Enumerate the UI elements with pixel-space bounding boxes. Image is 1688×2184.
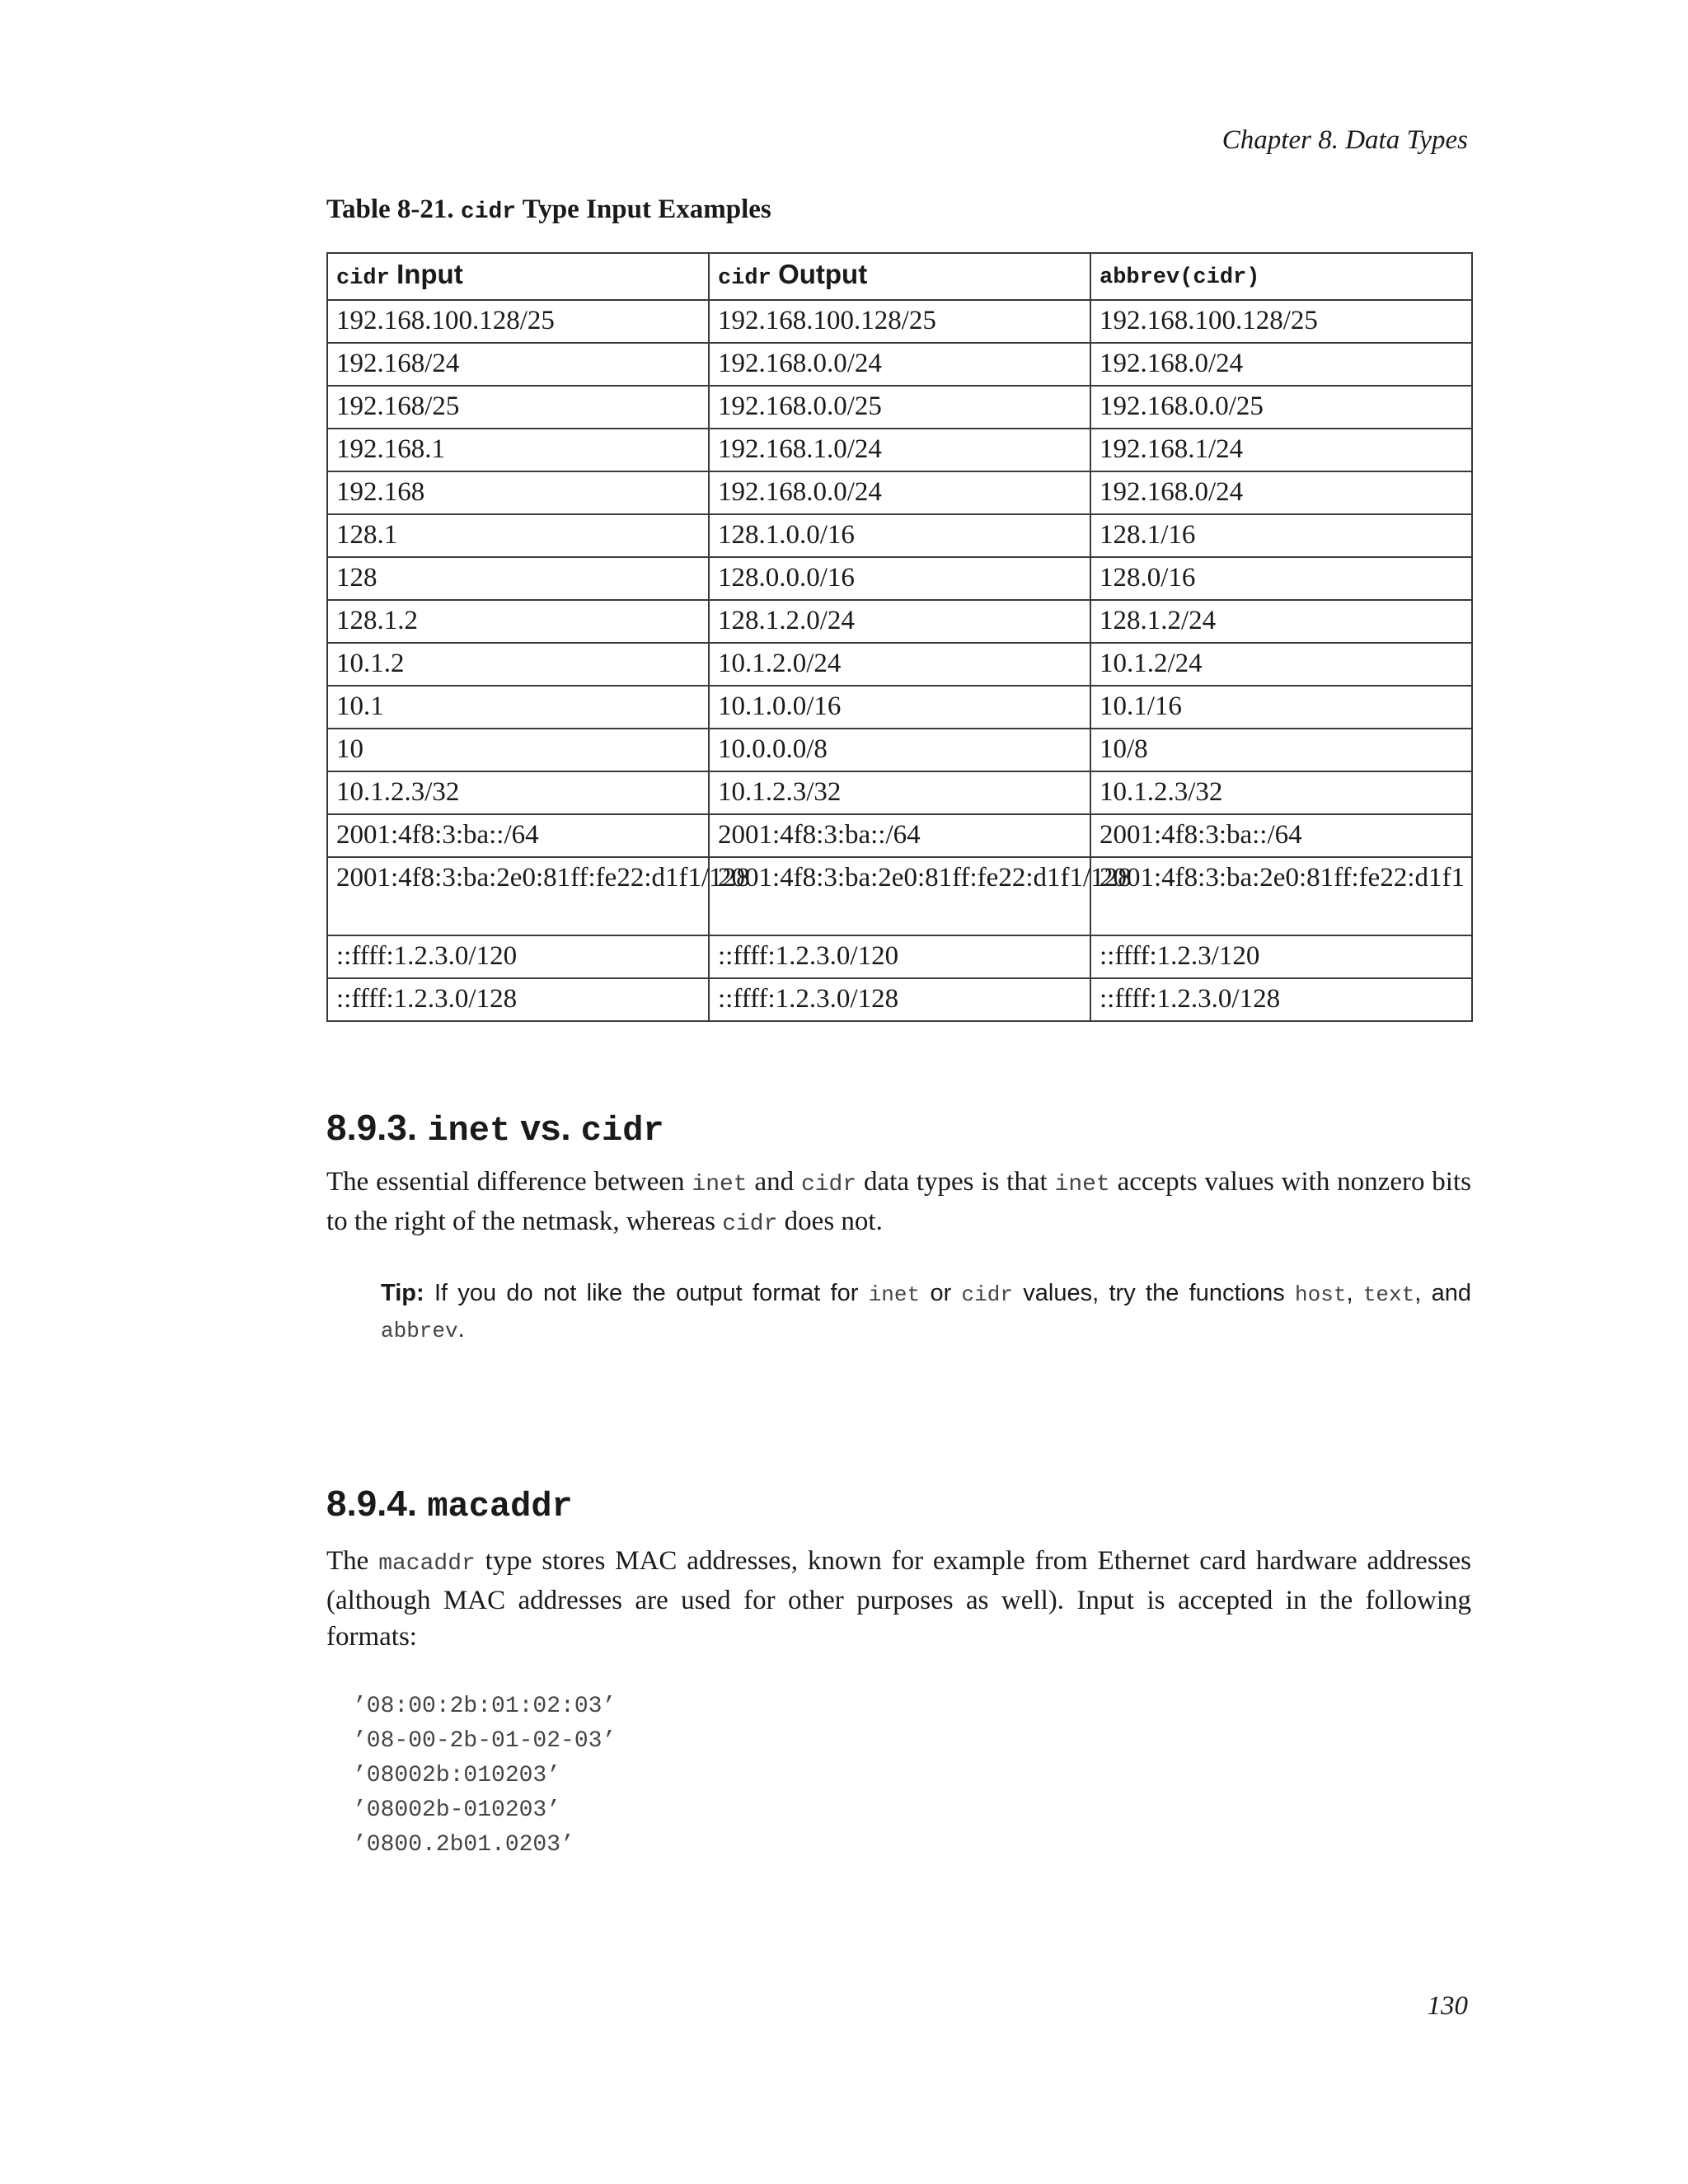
table-cell: 10.1.2.3/32 (327, 771, 709, 814)
inline-code: abbrev (381, 1319, 458, 1343)
text-run: , (1346, 1280, 1363, 1306)
table-cell: 2001:4f8:3:ba::/64 (327, 814, 709, 857)
table-cell: 10/8 (1090, 729, 1472, 771)
table-cell: 10.1.2/24 (1090, 643, 1472, 686)
text-run: data types is that (856, 1167, 1055, 1197)
table-row (327, 857, 1472, 935)
section-heading-893 (326, 1108, 664, 1151)
table-cell: 10.1 (327, 686, 709, 729)
inline-code: macaddr (378, 1551, 476, 1577)
header-abbrev-cidr (1090, 253, 1472, 300)
table-cell: 128.1.0.0/16 (709, 514, 1090, 557)
inline-code: cidr (961, 1282, 1013, 1307)
table-row (327, 978, 1472, 1021)
header-cidr-output (709, 253, 1090, 300)
table-cell: 2001:4f8:3:ba:2e0:81ff:fe22:d1f1/128 (327, 857, 709, 935)
table-body (327, 300, 1472, 1021)
table-row (327, 343, 1472, 386)
table-cell: ::ffff:1.2.3.0/128 (327, 978, 709, 1021)
tip-note (381, 1276, 1471, 1348)
header-code: abbrev(cidr) (1100, 265, 1260, 290)
cidr-examples-table (326, 252, 1473, 1022)
table-cell: 10.1.2.3/32 (709, 771, 1090, 814)
table-cell: 128.1.2.0/24 (709, 600, 1090, 643)
section-894-paragraph (326, 1543, 1471, 1655)
table-cell: 128.1.2/24 (1090, 600, 1472, 643)
table-caption-code: cidr (460, 199, 517, 225)
table-cell: 192.168.100.128/25 (1090, 300, 1472, 343)
table-cell: ::ffff:1.2.3/120 (1090, 935, 1472, 978)
table-cell: 10.1/16 (1090, 686, 1472, 729)
tip-label: Tip: (381, 1280, 424, 1306)
table-cell: ::ffff:1.2.3.0/128 (709, 978, 1090, 1021)
table-cell: 192.168.1 (327, 429, 709, 471)
inline-code: inet (1054, 1172, 1110, 1197)
table-row (327, 771, 1472, 814)
text-run: does not. (777, 1207, 883, 1236)
table-row (327, 643, 1472, 686)
table-cell: 2001:4f8:3:ba::/64 (1090, 814, 1472, 857)
table-cell: 192.168 (327, 471, 709, 514)
text-run: , and (1414, 1280, 1472, 1306)
table-cell: 10.1.2.0/24 (709, 643, 1090, 686)
table-cell: 128.0.0.0/16 (709, 557, 1090, 600)
table-cell: 2001:4f8:3:ba:2e0:81ff:fe22:d1f1 (1090, 857, 1472, 935)
table-cell: ::ffff:1.2.3.0/128 (1090, 978, 1472, 1021)
table-cell: 128 (327, 557, 709, 600)
table-cell: 2001:4f8:3:ba:2e0:81ff:fe22:d1f1/128 (709, 857, 1090, 935)
page-number: 130 (1427, 1991, 1468, 2021)
section-number: 8.9.3. (326, 1108, 418, 1148)
macaddr-format: ’08002b:010203’ (353, 1763, 561, 1788)
table-row (327, 386, 1472, 429)
table-cell: 192.168.100.128/25 (709, 300, 1090, 343)
text-run: The essential difference between (326, 1167, 692, 1197)
table-row (327, 557, 1472, 600)
macaddr-format: ’0800.2b01.0203’ (353, 1832, 574, 1858)
table-caption-prefix: Table 8-21. (326, 194, 454, 224)
table-cell: 192.168.100.128/25 (327, 300, 709, 343)
table-cell: 10.1.0.0/16 (709, 686, 1090, 729)
running-header: Chapter 8. Data Types (1221, 125, 1468, 155)
table-cell: 192.168.1/24 (1090, 429, 1472, 471)
table-cell: 128.1.2 (327, 600, 709, 643)
macaddr-format: ’08002b-010203’ (353, 1797, 561, 1823)
table-header-row (327, 253, 1472, 300)
table-cell: 128.1 (327, 514, 709, 557)
macaddr-format-list (353, 1690, 616, 1863)
text-run: If you do not like the output format for (424, 1280, 869, 1306)
table-row (327, 935, 1472, 978)
table-cell: 192.168/25 (327, 386, 709, 429)
header-label: Input (396, 259, 463, 289)
table-cell: 128.1/16 (1090, 514, 1472, 557)
inline-code: text (1362, 1282, 1415, 1307)
table-cell: 192.168.0.0/24 (709, 471, 1090, 514)
table-cell: 10.1.2.3/32 (1090, 771, 1472, 814)
section-vs: vs. (520, 1108, 571, 1148)
text-run: accepts values with nonzero bits to the right of the netmask, whereas (326, 1167, 1471, 1236)
table-cell: 2001:4f8:3:ba::/64 (709, 814, 1090, 857)
inline-code: inet (692, 1172, 748, 1197)
table-cell: 10 (327, 729, 709, 771)
text-run: or (920, 1280, 962, 1306)
table-cell: 192.168.0.0/25 (709, 386, 1090, 429)
table-cell: 128.0/16 (1090, 557, 1472, 600)
macaddr-format: ’08-00-2b-01-02-03’ (353, 1728, 617, 1754)
table-cell: 192.168.0.0/24 (709, 343, 1090, 386)
section-893-paragraph (326, 1164, 1471, 1243)
table-caption-suffix: Type Input Examples (522, 194, 771, 224)
table-row (327, 729, 1472, 771)
inline-code: inet (868, 1282, 921, 1307)
table-row (327, 686, 1472, 729)
table-cell: 192.168/24 (327, 343, 709, 386)
table-cell: ::ffff:1.2.3.0/120 (709, 935, 1090, 978)
table-cell: 192.168.0/24 (1090, 343, 1472, 386)
section-number: 8.9.4. (326, 1483, 418, 1524)
text-run: and (747, 1167, 801, 1197)
text-run: . (457, 1316, 465, 1343)
table-row (327, 600, 1472, 643)
header-code: cidr (718, 266, 771, 291)
inline-code: cidr (722, 1212, 778, 1237)
table-row (327, 429, 1472, 471)
section-code: inet (427, 1111, 511, 1151)
inline-code: cidr (800, 1172, 857, 1197)
section-code: cidr (580, 1111, 664, 1151)
text-run: values, try the functions (1012, 1280, 1296, 1306)
header-code: cidr (336, 266, 390, 291)
section-code: macaddr (427, 1487, 573, 1526)
header-cidr-input (327, 253, 709, 300)
table-cell: 10.1.2 (327, 643, 709, 686)
table-cell: 192.168.1.0/24 (709, 429, 1090, 471)
table-cell: ::ffff:1.2.3.0/120 (327, 935, 709, 978)
table-cell: 192.168.0/24 (1090, 471, 1472, 514)
section-heading-894 (326, 1483, 573, 1526)
inline-code: host (1295, 1282, 1347, 1307)
table-cell: 192.168.0.0/25 (1090, 386, 1472, 429)
table-cell: 10.0.0.0/8 (709, 729, 1090, 771)
table-row (327, 814, 1472, 857)
text-run: type stores MAC addresses, known for example from Ethernet card hardware addresses (although MAC addresses are used for other purposes as well). Input is accepted in the following formats: (326, 1546, 1471, 1652)
table-caption (326, 194, 771, 225)
table-row (327, 514, 1472, 557)
header-label: Output (778, 259, 868, 289)
table-row (327, 300, 1472, 343)
table-row (327, 471, 1472, 514)
text-run: The (326, 1546, 379, 1576)
macaddr-format: ’08:00:2b:01:02:03’ (353, 1694, 617, 1719)
